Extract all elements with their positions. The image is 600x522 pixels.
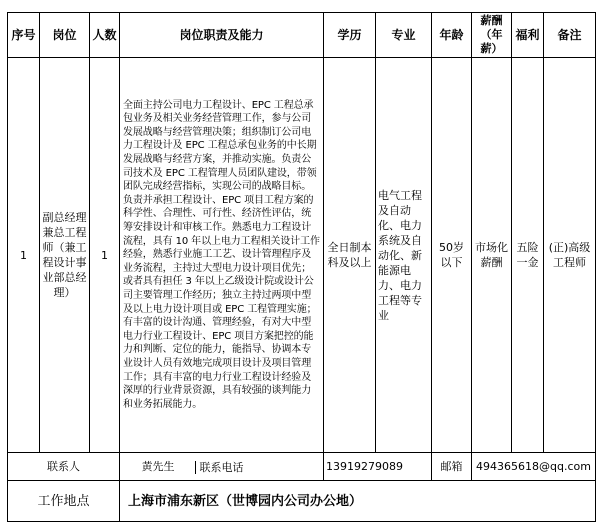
recruitment-table <box>7 12 596 522</box>
email-label: 邮箱 <box>432 453 472 481</box>
header-position: 岗位 <box>40 13 90 58</box>
row-major: 电气工程及自动化、电力系统及自动化、新能源电力、电力工程等专业 <box>376 58 432 453</box>
header-row <box>8 13 596 58</box>
location-row <box>8 481 596 522</box>
header-headcount: 人数 <box>90 13 120 58</box>
phone-label: 联系电话 <box>195 461 246 474</box>
contact-cell <box>120 453 324 481</box>
header-salary: 薪酬（年薪） <box>472 13 512 58</box>
email-address: 494365618@qq.com <box>472 453 596 481</box>
header-notes: 备注 <box>544 13 596 58</box>
header-education: 学历 <box>324 13 376 58</box>
phone-number: 13919279089 <box>324 453 432 481</box>
header-seq: 序号 <box>8 13 40 58</box>
contact-row <box>8 453 596 481</box>
row-duties: 全面主持公司电力工程设计、EPC 工程总承包业务及相关业务经营管理工作，参与公司发展战略与经营管理决策；组织制订公司电力工程设计及 EPC 工程总承包业务的中长期发展战略与经营方案，并推动实施。负责公司技术及 EPC 工程管理人员团队建设，带领团队完成经营指标，实现公司的战略目标。负责并承担工程设计、EPC 项目工程方案的科学性、合理性、可行性、经济性评估，统筹安排设计和审核工作。熟悉电力工程设计流程，具有 10 年以上电力工程相关设计工作经验，熟悉行业施工工艺、设计管理程序及业务流程，主持过大型电力设计项目优先；或者具有担任 3 年以上乙级设计院或设计公司主要管理工作经历；独立主持过两项中型及以上电力设计项目或 EPC 工程管理实施；有丰富的设计沟通、管理经验，有对大中型电力行业工程设计、EPC 项目方案把控的能力和判断、定位的能力，能指导、协调本专业设计人员有效地完成项目设计及项目管理工作；具有丰富的电力行业工程设计经验及深厚的行业背景资源，具有较强的谈判能力和业务拓展能力。 <box>120 58 324 453</box>
header-benefits: 福利 <box>512 13 544 58</box>
contact-label: 联系人 <box>8 453 120 481</box>
header-duties: 岗位职责及能力 <box>120 13 324 58</box>
row-salary: 市场化薪酬 <box>472 58 512 453</box>
row-seq: 1 <box>8 58 40 453</box>
location-value: 上海市浦东新区（世博园内公司办公地） <box>120 481 596 522</box>
row-benefits: 五险一金 <box>512 58 544 453</box>
row-position: 副总经理兼总工程师（兼工程设计事业部总经理） <box>40 58 90 453</box>
row-education: 全日制本科及以上 <box>324 58 376 453</box>
row-age: 50岁以下 <box>432 58 472 453</box>
location-label: 工作地点 <box>8 481 120 522</box>
contact-name: 黄先生 <box>141 460 175 473</box>
header-major: 专业 <box>376 13 432 58</box>
row-notes: (正)高级工程师 <box>544 58 596 453</box>
row-headcount: 1 <box>90 58 120 453</box>
header-age: 年龄 <box>432 13 472 58</box>
job-row <box>8 58 596 453</box>
